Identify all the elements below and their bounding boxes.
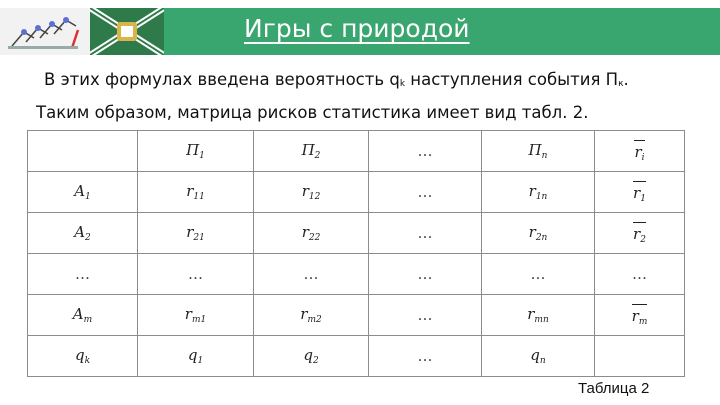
cell-base: … <box>417 142 433 160</box>
cell-base: … <box>417 224 433 242</box>
page-title: Игры с природой <box>244 14 470 43</box>
cell-base: q <box>303 346 313 364</box>
cell-base: q <box>187 346 198 364</box>
cell-symbol <box>73 305 92 323</box>
table-cell <box>138 172 254 213</box>
table-cell <box>138 295 254 336</box>
table-cell <box>138 131 254 172</box>
table-cell <box>595 336 685 377</box>
table-cell <box>254 172 369 213</box>
table-cell <box>482 254 595 295</box>
emblem-flag-icon <box>90 8 164 55</box>
cell-base: … <box>417 347 433 365</box>
cell-base: r <box>631 306 639 325</box>
cell-base: … <box>75 265 90 283</box>
table-row <box>28 254 685 295</box>
table-row <box>28 172 685 213</box>
cell-base: r <box>300 305 308 323</box>
cell-base: r <box>634 142 642 161</box>
cell-subscript: n <box>539 356 546 366</box>
cell-base: r <box>528 223 536 241</box>
table-header-row <box>28 131 685 172</box>
cell-symbol <box>303 346 318 364</box>
cell-symbol <box>188 265 203 283</box>
table-cell <box>28 172 138 213</box>
cell-symbol <box>527 305 549 323</box>
intro-text-line2: Таким образом, матрица рисков статистика имеет вид табл. 2. <box>36 103 589 122</box>
cell-subscript: k <box>84 356 91 366</box>
intro-text-line1: В этих формулах введена вероятность $q_k$ наступления события $П_к$. <box>44 70 629 89</box>
cell-symbol <box>188 346 203 364</box>
cell-base: r <box>528 182 536 200</box>
table-row <box>28 336 685 377</box>
cell-base: … <box>417 265 433 283</box>
table-cell <box>254 131 369 172</box>
cell-symbol <box>74 182 91 200</box>
cell-symbol <box>418 265 433 283</box>
cell-symbol <box>185 305 206 323</box>
table-cell <box>482 213 595 254</box>
table-cell <box>595 131 685 172</box>
cell-base: r <box>633 224 641 243</box>
cell-symbol <box>304 265 319 283</box>
cell-base: A <box>74 182 86 200</box>
cell-base: … <box>303 265 319 283</box>
table-cell <box>369 295 482 336</box>
cell-subscript: m2 <box>307 315 322 325</box>
table-cell <box>28 336 138 377</box>
cell-symbol <box>418 347 433 365</box>
cell-base: r <box>301 182 309 200</box>
cell-symbol <box>186 223 205 241</box>
risk-matrix-table <box>27 130 685 377</box>
cell-subscript: mn <box>534 315 549 325</box>
table-cell <box>254 295 369 336</box>
cell-subscript: 12 <box>308 192 321 202</box>
cell-base: q <box>74 346 85 364</box>
cell-subscript: n <box>541 151 548 161</box>
cell-symbol <box>529 223 548 241</box>
cell-base: A <box>74 223 86 241</box>
table-cell <box>138 336 254 377</box>
cell-base: П <box>528 141 542 159</box>
table-cell <box>138 213 254 254</box>
cell-base: … <box>417 183 433 201</box>
table-cell <box>369 131 482 172</box>
cell-symbol <box>75 265 90 283</box>
cell-subscript: 22 <box>308 233 321 243</box>
table-cell <box>138 254 254 295</box>
cell-subscript: 1 <box>199 151 205 161</box>
cell-subscript: 1 <box>197 356 204 366</box>
cell-symbol <box>418 142 433 160</box>
table-cell <box>369 172 482 213</box>
table-cell <box>369 336 482 377</box>
table-cell <box>482 172 595 213</box>
cell-subscript: 2 <box>312 356 319 366</box>
mean-risk-symbol <box>632 304 648 327</box>
cell-subscript: m <box>638 316 648 327</box>
cell-base: r <box>186 223 194 241</box>
cell-base: … <box>417 306 433 324</box>
cell-symbol <box>300 305 321 323</box>
cell-subscript: 11 <box>193 192 205 202</box>
table-cell <box>254 336 369 377</box>
cell-subscript: 2 <box>640 234 646 245</box>
cell-base: … <box>530 265 546 283</box>
cell-base: … <box>188 265 203 283</box>
cell-subscript: 1 <box>640 193 646 204</box>
mean-risk-symbol <box>634 140 644 163</box>
cell-symbol <box>529 141 548 159</box>
table-cell <box>28 254 138 295</box>
mean-risk-symbol <box>633 222 646 245</box>
table-cell <box>482 336 595 377</box>
cell-symbol <box>531 265 546 283</box>
table-cell <box>595 295 685 336</box>
cell-base: A <box>72 305 84 323</box>
table-cell <box>254 213 369 254</box>
table-cell <box>28 131 138 172</box>
cell-symbol <box>302 141 321 159</box>
cell-base: … <box>632 265 647 283</box>
table-cell <box>369 254 482 295</box>
table-row <box>28 213 685 254</box>
cell-symbol <box>418 183 433 201</box>
cell-base: П <box>301 141 315 159</box>
cell-symbol <box>530 346 545 364</box>
table-row <box>28 295 685 336</box>
table-cell <box>28 213 138 254</box>
cell-base: r <box>633 183 641 202</box>
cell-subscript: 1 <box>85 192 91 202</box>
table-cell <box>482 295 595 336</box>
cell-subscript: 2 <box>85 233 91 243</box>
cell-subscript: i <box>641 152 645 163</box>
cell-symbol <box>302 223 321 241</box>
cell-symbol <box>75 346 90 364</box>
cell-subscript: 2 <box>314 151 321 161</box>
cell-base: r <box>184 305 192 323</box>
cell-symbol <box>418 224 433 242</box>
table-cell <box>28 295 138 336</box>
cell-symbol <box>74 223 91 241</box>
table-cell <box>595 172 685 213</box>
cell-symbol <box>186 141 205 159</box>
cell-base: q <box>530 346 540 364</box>
mean-risk-symbol <box>633 181 646 204</box>
table-cell <box>595 254 685 295</box>
cell-subscript: m <box>83 315 93 325</box>
robot-arm-icon <box>4 8 84 55</box>
cell-subscript: 2n <box>535 233 548 243</box>
cell-base: r <box>186 182 194 200</box>
cell-symbol <box>302 182 321 200</box>
table-cell <box>369 213 482 254</box>
cell-symbol <box>529 182 548 200</box>
table-cell <box>595 213 685 254</box>
cell-base: r <box>301 223 309 241</box>
table-cell <box>482 131 595 172</box>
cell-subscript: 1n <box>535 192 548 202</box>
table-caption: Таблица 2 <box>578 380 650 397</box>
cell-symbol <box>186 182 205 200</box>
cell-base: П <box>186 141 200 159</box>
cell-base: r <box>527 305 535 323</box>
cell-subscript: 21 <box>193 233 205 243</box>
cell-symbol <box>632 265 647 283</box>
cell-subscript: m1 <box>191 315 207 325</box>
cell-symbol <box>418 306 433 324</box>
table-cell <box>254 254 369 295</box>
